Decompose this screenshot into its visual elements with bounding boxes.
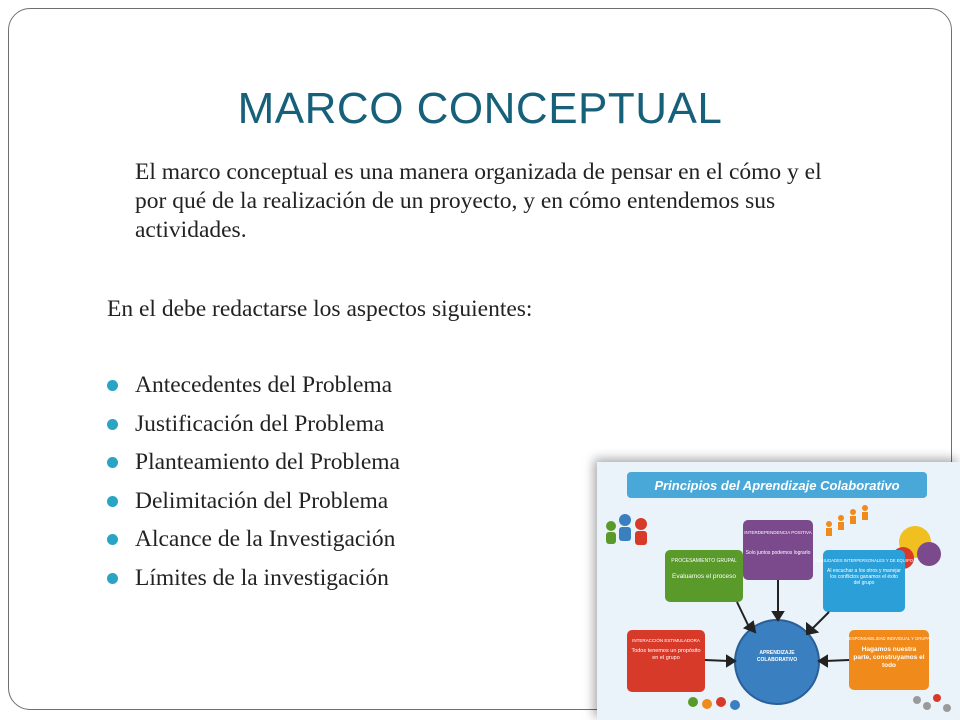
blue-box-heading: HABILIDADES INTERPERSONALES Y DE EQUIPO [814,558,914,563]
bullet-item [107,370,400,409]
red-box-body-wrap [631,648,701,688]
orange-box-body-wrap [853,646,925,686]
bullet-dot-icon [107,380,118,391]
center-label-wrap [745,650,809,674]
red-box-body: Todos tenemos un propósito en el grupo [631,648,701,661]
collaborative-learning-diagram [597,462,960,720]
bullet-text: Antecedentes del Problema [135,372,393,398]
bullet-item [107,409,400,448]
slide-title: MARCO CONCEPTUAL [237,84,723,133]
center-label: APRENDIZAJE COLABORATIVO [756,650,798,663]
green-box-heading: PROCESAMIENTO GRUPAL [671,558,737,564]
diagram-banner-text: Principios del Aprendizaje Colaborativo [654,478,900,493]
bullet-dot-icon [107,457,118,468]
bullet-item [107,447,400,486]
red-box-heading: INTERACCIÓN ESTIMULADORA [632,638,700,643]
blue-box-body-wrap [827,568,901,608]
bullet-text: Planteamiento del Problema [135,449,400,475]
bullet-dot-icon [107,496,118,507]
bullet-item [107,486,400,525]
blue-box-body: Al escuchar a los otros y manejar los conflictos ganamos el éxito del grupo [827,568,901,586]
bullet-text: Límites de la investigación [135,564,389,591]
orange-box-heading: RESPONSABILIDAD INDIVIDUAL Y GRUPAL [846,636,932,641]
bullet-dot-icon [107,534,118,545]
bullet-text: Delimitación del Problema [135,487,389,514]
purple-box-heading: INTERDEPENDENCIA POSITIVA [744,530,812,535]
purple-box-body: Solo juntos podemos lograrlo [745,550,811,556]
bullet-item [107,524,400,563]
bullet-list [107,370,400,601]
bullet-item [107,563,400,602]
bullet-dot-icon [107,573,118,584]
green-box-body: Evaluamos el proceso [672,573,736,580]
bullet-text: Alcance de la Investigación [135,526,396,552]
lead-sentence: En el debe redactarse los aspectos siguientes: [107,296,533,322]
bullet-text: Justificación del Problema [135,410,385,437]
diagram-svg [597,462,960,720]
intro-paragraph: El marco conceptual es una manera organizada de pensar en el cómo y el por qué de la realización de un proyecto, y en cómo entendemos sus actividades. [135,159,822,243]
bullet-dot-icon [107,419,118,430]
orange-box-body: Hagamos nuestra parte, construyamos el todo [853,646,925,669]
